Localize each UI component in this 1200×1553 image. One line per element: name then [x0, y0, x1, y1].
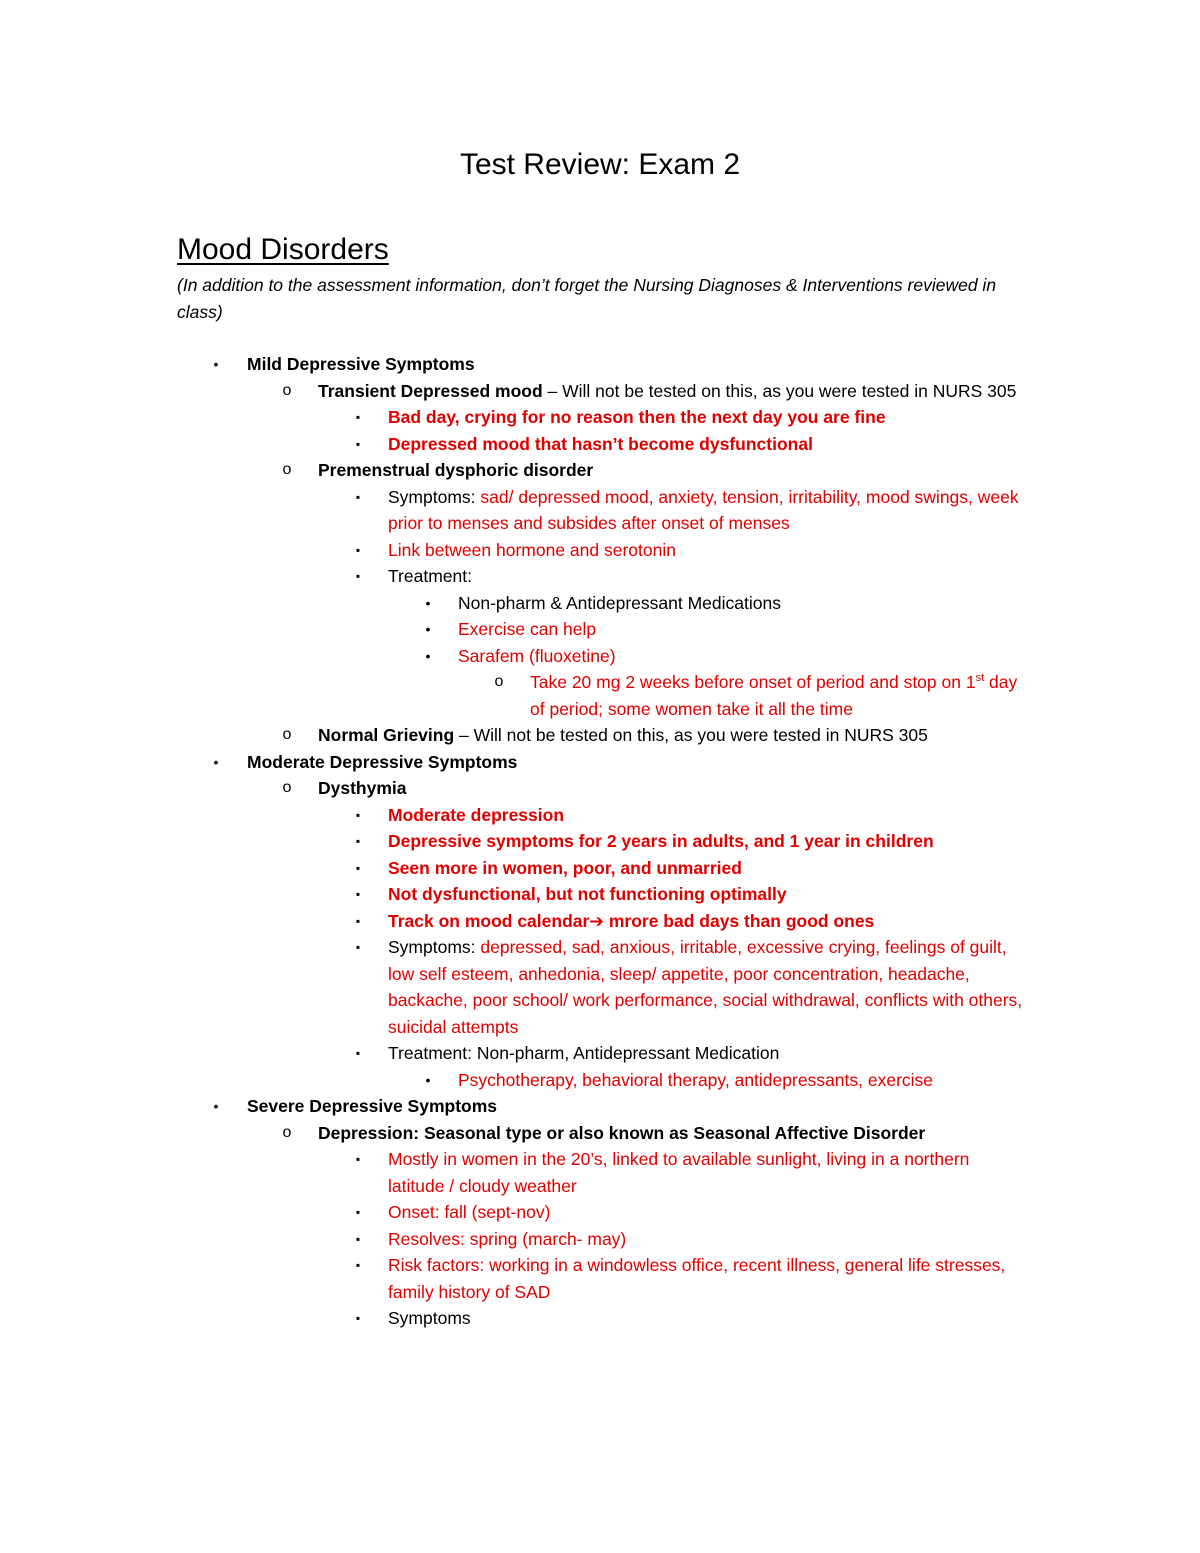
outline-item-text	[388, 563, 1028, 590]
outline-item-text	[388, 881, 1028, 908]
outline-item-text	[318, 775, 1018, 802]
outline-item	[0, 484, 1200, 537]
bullet-icon: •	[425, 1071, 431, 1088]
bullet-icon: •	[425, 621, 431, 637]
outline-item-text	[388, 537, 1028, 564]
bullet-icon: •	[425, 647, 431, 664]
text-run: Treatment: Non-pharm, Antidepressant Medication	[388, 1043, 780, 1063]
outline-item	[0, 1093, 1200, 1120]
bullet-icon: o	[282, 726, 292, 743]
text-run: sad/ depressed mood, anxiety, tension, irritability, mood swings, week prior to menses and subsides after onset of menses	[388, 486, 1019, 533]
outline-item	[0, 908, 1200, 935]
outline-item-text	[388, 431, 1028, 458]
bullet-icon: ▪	[355, 1258, 361, 1272]
outline-item	[0, 431, 1200, 458]
outline-item	[0, 1226, 1200, 1253]
text-run: – Will not be tested on this, as you were tested in NURS 305	[542, 380, 1017, 401]
bullet-icon: o	[282, 779, 292, 796]
text-run: Mild Depressive Symptoms	[247, 354, 475, 374]
bullet-icon: o	[282, 381, 292, 399]
text-run: Normal Grieving	[318, 725, 455, 745]
bullet-icon: ▪	[355, 542, 361, 557]
text-run: Resolves: spring (march- may)	[388, 1228, 627, 1249]
outline-item	[0, 669, 1200, 722]
text-run: Onset: fall (sept-nov)	[388, 1202, 551, 1222]
bullet-icon: ▪	[355, 1205, 361, 1219]
bullet-icon: o	[494, 673, 504, 690]
section-heading: Mood Disorders	[177, 233, 389, 266]
bullet-icon: ▪	[355, 1152, 361, 1166]
text-run: Mostly in women in the 20’s, linked to available sunlight, living in a northern latitude / cloudy weather	[388, 1149, 970, 1196]
intro-note: (In addition to the assessment information, don’t forget the Nursing Diagnoses & Interventions reviewed in class)	[177, 275, 997, 322]
text-run: Symptoms:	[388, 486, 481, 507]
text-run: depressed, sad, anxious, irritable, excessive crying, feelings of guilt, low self esteem, anhedonia, sleep/ appetite, poor concentration, headache, backache, poor school/ work performance, social withdrawal, conflicts with others, suicidal attempts	[388, 937, 1023, 1037]
text-run: Depressed mood that hasn’t become dysfunctional	[388, 433, 813, 454]
text-run: Sarafem (fluoxetine)	[458, 645, 616, 666]
outline-item	[0, 1146, 1200, 1199]
outline-item-text	[458, 1067, 1028, 1094]
outline-item	[0, 378, 1200, 405]
bullet-icon: o	[282, 461, 292, 478]
outline-item	[0, 1040, 1200, 1067]
outline-item	[0, 855, 1200, 882]
outline-item	[0, 934, 1200, 1040]
bullet-icon: ▪	[355, 834, 361, 848]
text-run: Symptoms	[388, 1308, 471, 1328]
outline-item-text	[247, 749, 1027, 776]
outline-item	[0, 457, 1200, 484]
outline-item-text	[318, 1120, 1018, 1147]
outline-item	[0, 351, 1200, 378]
text-run: Not dysfunctional, but not functioning optimally	[388, 884, 787, 904]
outline-item	[0, 537, 1200, 564]
outline-item-text	[388, 1252, 1028, 1305]
outline-item	[0, 1305, 1200, 1332]
outline-item	[0, 722, 1200, 749]
outline-item-text	[458, 616, 1028, 643]
text-run: Take 20 mg 2 weeks before onset of period and stop on 1	[530, 672, 976, 692]
text-run: Bad day, crying for no reason then the next day you are fine	[388, 407, 886, 427]
outline-item	[0, 590, 1200, 617]
text-run: Moderate depression	[388, 804, 565, 825]
outline-item-text	[388, 484, 1028, 537]
outline-item	[0, 828, 1200, 855]
outline-item	[0, 775, 1200, 802]
text-run: Premenstrual dysphoric disorder	[318, 460, 594, 480]
bullet-icon: •	[425, 594, 431, 611]
outline-item-text	[388, 1226, 1028, 1253]
outline-item	[0, 563, 1200, 590]
outline-item-text	[318, 457, 1018, 484]
outline-item-text	[247, 1093, 1027, 1120]
outline-list	[0, 351, 1200, 1332]
bullet-icon: ▪	[355, 569, 361, 583]
text-run: Link between hormone and serotonin	[388, 539, 676, 560]
outline-item-text	[388, 802, 1028, 829]
outline-item	[0, 643, 1200, 670]
bullet-icon: ▪	[355, 410, 361, 424]
text-run: Depressive symptoms for 2 years in adults, and 1 year in children	[388, 831, 934, 851]
outline-item-text	[458, 590, 1028, 617]
outline-item-text	[388, 934, 1028, 1040]
outline-item	[0, 616, 1200, 643]
outline-item-text	[388, 855, 1028, 882]
outline-item-text	[388, 404, 1028, 431]
text-run: Track on mood calendar➔ mrore bad days than good ones	[388, 910, 875, 931]
bullet-icon: ▪	[355, 1311, 361, 1325]
bullet-icon: •	[213, 356, 219, 372]
text-run: Exercise can help	[458, 619, 597, 639]
outline-item-text	[318, 378, 1018, 405]
text-run: Dysthymia	[318, 778, 407, 798]
bullet-icon: ▪	[355, 807, 361, 822]
bullet-icon: ▪	[355, 1231, 361, 1246]
outline-item-text	[388, 1040, 1028, 1067]
outline-item-text	[530, 669, 1030, 722]
bullet-icon: ▪	[355, 887, 361, 901]
text-run: Severe Depressive Symptoms	[247, 1096, 497, 1116]
outline-item-text	[388, 828, 1028, 855]
outline-item	[0, 404, 1200, 431]
text-run: day of period; some women take it all the time	[530, 672, 1018, 719]
outline-item-text	[388, 1146, 1028, 1199]
outline-item-text	[388, 908, 1028, 935]
bullet-icon: ▪	[355, 1046, 361, 1060]
outline-item	[0, 1252, 1200, 1305]
bullet-icon: ▪	[355, 940, 361, 954]
text-run: Treatment:	[388, 566, 472, 586]
bullet-icon: •	[213, 1098, 219, 1114]
text-run: Seen more in women, poor, and unmarried	[388, 857, 742, 878]
bullet-icon: ▪	[355, 860, 361, 875]
text-run: Depression: Seasonal type or also known as Seasonal Affective Disorder	[318, 1122, 926, 1143]
text-run: Non-pharm & Antidepressant Medications	[458, 592, 781, 613]
outline-item	[0, 802, 1200, 829]
text-run: Moderate Depressive Symptoms	[247, 751, 518, 772]
bullet-icon: ▪	[355, 913, 361, 928]
outline-item-text	[247, 351, 1027, 378]
text-run: Transient Depressed mood	[318, 380, 543, 401]
text-run: – Will not be tested on this, as you were tested in NURS 305	[454, 725, 928, 745]
page-title: Test Review: Exam 2	[459, 148, 741, 181]
bullet-icon: ▪	[355, 436, 361, 451]
outline-item	[0, 1199, 1200, 1226]
outline-item-text	[388, 1305, 1028, 1332]
bullet-icon: •	[213, 753, 219, 770]
bullet-icon: o	[282, 1123, 292, 1141]
outline-item	[0, 1067, 1200, 1094]
outline-item-text	[388, 1199, 1028, 1226]
text-run: Psychotherapy, behavioral therapy, antidepressants, exercise	[458, 1069, 934, 1090]
outline-item-text	[318, 722, 1018, 749]
bullet-icon: ▪	[355, 489, 361, 504]
outline-item	[0, 881, 1200, 908]
outline-item-text	[458, 643, 1028, 670]
text-run: Symptoms:	[388, 937, 481, 957]
outline-item	[0, 1120, 1200, 1147]
outline-item	[0, 749, 1200, 776]
text-run: st	[975, 672, 985, 685]
text-run: Risk factors: working in a windowless office, recent illness, general life stresses, family history of SAD	[388, 1255, 1006, 1302]
